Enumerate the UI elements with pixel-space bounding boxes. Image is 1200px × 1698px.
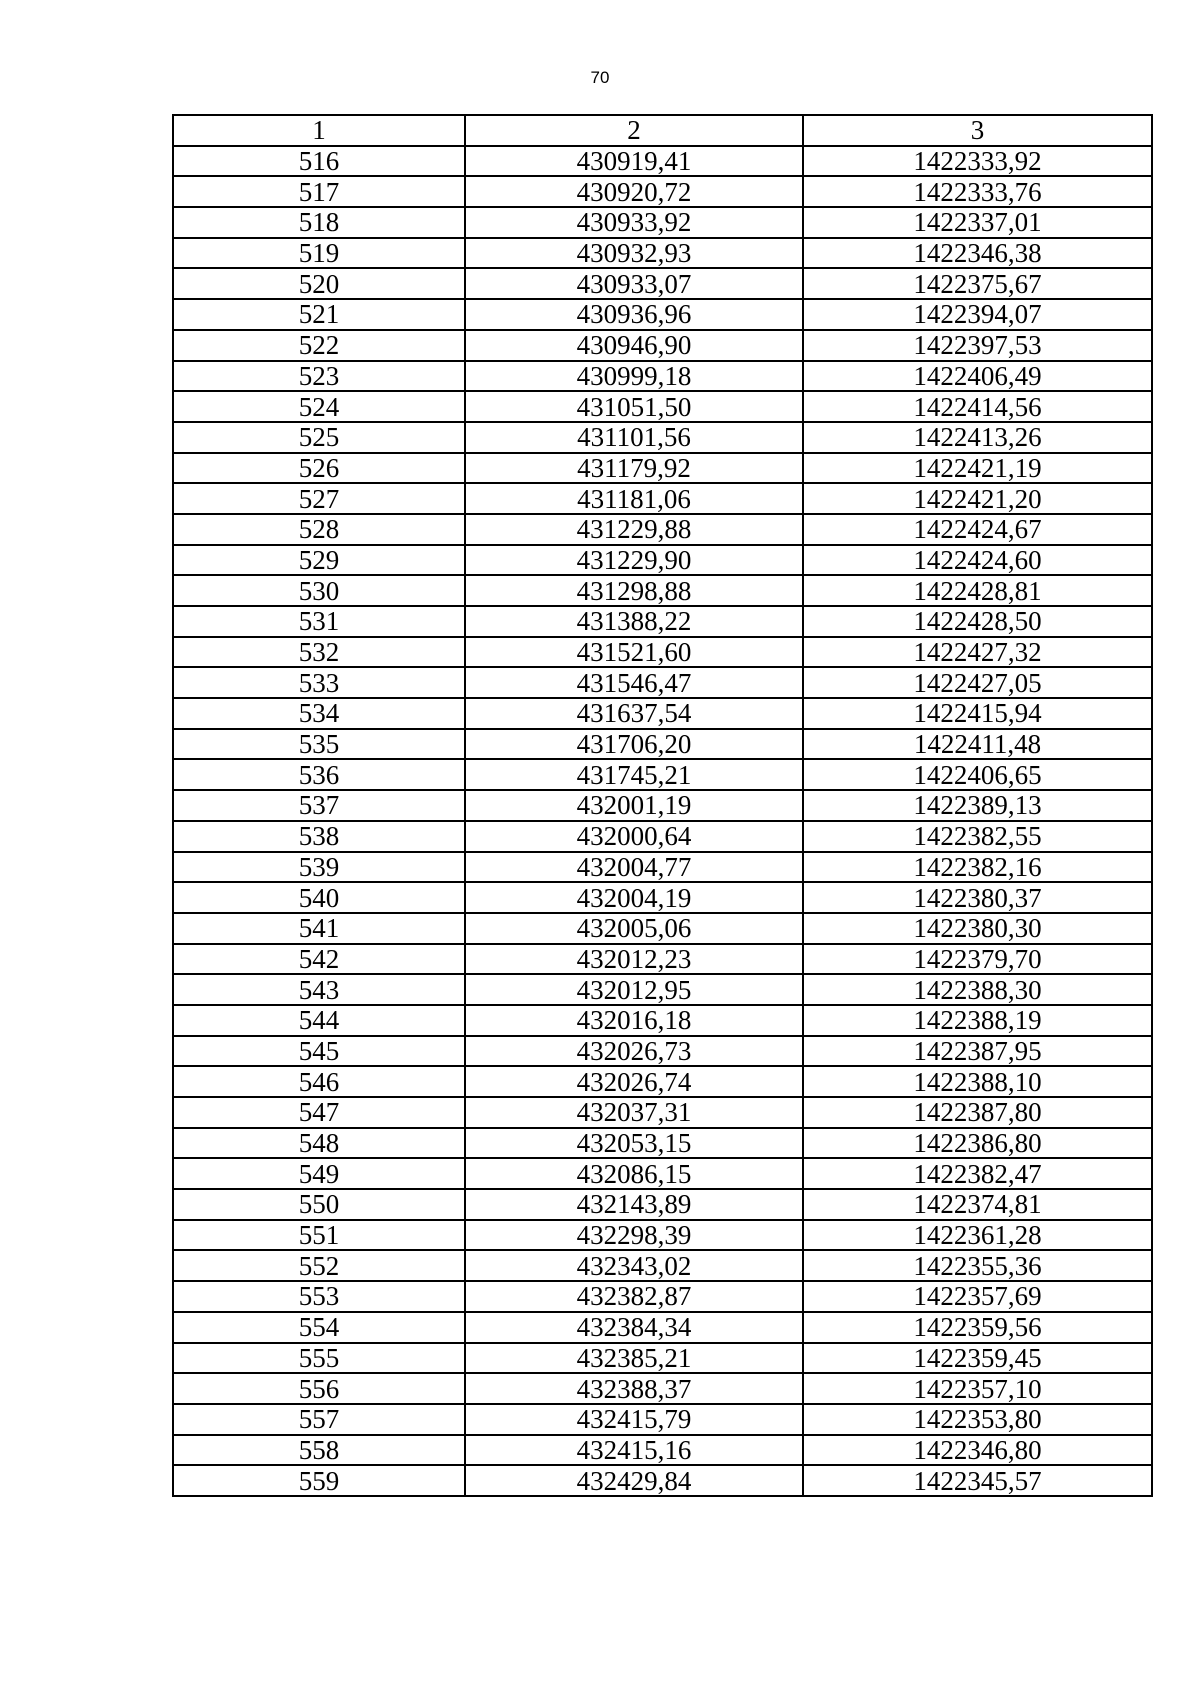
- y-coordinate-cell: 1422414,56: [803, 391, 1152, 422]
- point-number-cell: 525: [173, 422, 465, 453]
- table-row: [173, 483, 1152, 514]
- x-coordinate-cell: 432415,16: [465, 1435, 803, 1466]
- table-header-row: [173, 115, 1152, 146]
- point-number-cell: 520: [173, 268, 465, 299]
- table-row: [173, 330, 1152, 361]
- table-row: [173, 1373, 1152, 1404]
- x-coordinate-cell: 432053,15: [465, 1128, 803, 1159]
- table-row: [173, 606, 1152, 637]
- x-coordinate-cell: 430933,07: [465, 268, 803, 299]
- x-coordinate-cell: 431229,88: [465, 514, 803, 545]
- x-coordinate-cell: 432004,19: [465, 882, 803, 913]
- y-coordinate-cell: 1422379,70: [803, 944, 1152, 975]
- point-number-cell: 557: [173, 1404, 465, 1435]
- y-coordinate-cell: 1422388,10: [803, 1066, 1152, 1097]
- x-coordinate-cell: 430932,93: [465, 238, 803, 269]
- x-coordinate-cell: 432012,95: [465, 974, 803, 1005]
- point-number-cell: 556: [173, 1373, 465, 1404]
- x-coordinate-cell: 431229,90: [465, 545, 803, 576]
- x-coordinate-cell: 431101,56: [465, 422, 803, 453]
- table-row: [173, 1220, 1152, 1251]
- y-coordinate-cell: 1422387,95: [803, 1036, 1152, 1067]
- table-row: [173, 207, 1152, 238]
- x-coordinate-cell: 432004,77: [465, 852, 803, 883]
- x-coordinate-cell: 430933,92: [465, 207, 803, 238]
- y-coordinate-cell: 1422337,01: [803, 207, 1152, 238]
- x-coordinate-cell: 430999,18: [465, 361, 803, 392]
- y-coordinate-cell: 1422353,80: [803, 1404, 1152, 1435]
- x-coordinate-cell: 432388,37: [465, 1373, 803, 1404]
- point-number-cell: 536: [173, 759, 465, 790]
- x-coordinate-cell: 430919,41: [465, 146, 803, 177]
- point-number-cell: 551: [173, 1220, 465, 1251]
- y-coordinate-cell: 1422357,69: [803, 1281, 1152, 1312]
- y-coordinate-cell: 1422406,49: [803, 361, 1152, 392]
- y-coordinate-cell: 1422386,80: [803, 1128, 1152, 1159]
- point-number-cell: 553: [173, 1281, 465, 1312]
- x-coordinate-cell: 431051,50: [465, 391, 803, 422]
- point-number-cell: 558: [173, 1435, 465, 1466]
- y-coordinate-cell: 1422382,55: [803, 821, 1152, 852]
- point-number-cell: 539: [173, 852, 465, 883]
- point-number-cell: 534: [173, 698, 465, 729]
- point-number-cell: 535: [173, 729, 465, 760]
- table-row: [173, 1189, 1152, 1220]
- y-coordinate-cell: 1422361,28: [803, 1220, 1152, 1251]
- point-number-cell: 519: [173, 238, 465, 269]
- table-row: [173, 1066, 1152, 1097]
- x-coordinate-cell: 432429,84: [465, 1465, 803, 1496]
- y-coordinate-cell: 1422359,45: [803, 1343, 1152, 1374]
- table-row: [173, 299, 1152, 330]
- x-coordinate-cell: 430920,72: [465, 176, 803, 207]
- table-row: [173, 575, 1152, 606]
- y-coordinate-cell: 1422427,32: [803, 637, 1152, 668]
- table-row: [173, 698, 1152, 729]
- x-coordinate-cell: 431546,47: [465, 667, 803, 698]
- table-row: [173, 882, 1152, 913]
- point-number-cell: 517: [173, 176, 465, 207]
- column-header-2: 2: [465, 115, 803, 146]
- x-coordinate-cell: 431706,20: [465, 729, 803, 760]
- x-coordinate-cell: 432001,19: [465, 790, 803, 821]
- table-row: [173, 1036, 1152, 1067]
- point-number-cell: 533: [173, 667, 465, 698]
- point-number-cell: 527: [173, 483, 465, 514]
- table-body: [173, 146, 1152, 1496]
- y-coordinate-cell: 1422345,57: [803, 1465, 1152, 1496]
- y-coordinate-cell: 1422388,19: [803, 1005, 1152, 1036]
- table-row: [173, 268, 1152, 299]
- point-number-cell: 529: [173, 545, 465, 576]
- table-row: [173, 637, 1152, 668]
- x-coordinate-cell: 432016,18: [465, 1005, 803, 1036]
- x-coordinate-cell: 432384,34: [465, 1312, 803, 1343]
- x-coordinate-cell: 432005,06: [465, 913, 803, 944]
- y-coordinate-cell: 1422406,65: [803, 759, 1152, 790]
- table-row: [173, 453, 1152, 484]
- column-header-3: 3: [803, 115, 1152, 146]
- table-row: [173, 176, 1152, 207]
- point-number-cell: 530: [173, 575, 465, 606]
- table-row: [173, 514, 1152, 545]
- x-coordinate-cell: 430936,96: [465, 299, 803, 330]
- y-coordinate-cell: 1422397,53: [803, 330, 1152, 361]
- point-number-cell: 532: [173, 637, 465, 668]
- point-number-cell: 542: [173, 944, 465, 975]
- table-row: [173, 1465, 1152, 1496]
- table-row: [173, 545, 1152, 576]
- x-coordinate-cell: 432382,87: [465, 1281, 803, 1312]
- y-coordinate-cell: 1422394,07: [803, 299, 1152, 330]
- y-coordinate-cell: 1422428,81: [803, 575, 1152, 606]
- y-coordinate-cell: 1422421,20: [803, 483, 1152, 514]
- point-number-cell: 518: [173, 207, 465, 238]
- table-row: [173, 1312, 1152, 1343]
- x-coordinate-cell: 432026,73: [465, 1036, 803, 1067]
- point-number-cell: 540: [173, 882, 465, 913]
- point-number-cell: 523: [173, 361, 465, 392]
- point-number-cell: 528: [173, 514, 465, 545]
- point-number-cell: 548: [173, 1128, 465, 1159]
- table-row: [173, 974, 1152, 1005]
- y-coordinate-cell: 1422333,92: [803, 146, 1152, 177]
- table-row: [173, 667, 1152, 698]
- point-number-cell: 526: [173, 453, 465, 484]
- table-row: [173, 1128, 1152, 1159]
- x-coordinate-cell: 431179,92: [465, 453, 803, 484]
- point-number-cell: 524: [173, 391, 465, 422]
- y-coordinate-cell: 1422413,26: [803, 422, 1152, 453]
- table-row: [173, 361, 1152, 392]
- y-coordinate-cell: 1422346,80: [803, 1435, 1152, 1466]
- x-coordinate-cell: 432343,02: [465, 1250, 803, 1281]
- point-number-cell: 552: [173, 1250, 465, 1281]
- y-coordinate-cell: 1422424,60: [803, 545, 1152, 576]
- x-coordinate-cell: 432012,23: [465, 944, 803, 975]
- y-coordinate-cell: 1422333,76: [803, 176, 1152, 207]
- y-coordinate-cell: 1422388,30: [803, 974, 1152, 1005]
- table-row: [173, 422, 1152, 453]
- point-number-cell: 546: [173, 1066, 465, 1097]
- table-row: [173, 759, 1152, 790]
- table-row: [173, 238, 1152, 269]
- x-coordinate-cell: 432143,89: [465, 1189, 803, 1220]
- y-coordinate-cell: 1422374,81: [803, 1189, 1152, 1220]
- y-coordinate-cell: 1422387,80: [803, 1097, 1152, 1128]
- table-row: [173, 852, 1152, 883]
- x-coordinate-cell: 432000,64: [465, 821, 803, 852]
- point-number-cell: 531: [173, 606, 465, 637]
- table-row: [173, 1404, 1152, 1435]
- y-coordinate-cell: 1422424,67: [803, 514, 1152, 545]
- point-number-cell: 538: [173, 821, 465, 852]
- y-coordinate-cell: 1422427,05: [803, 667, 1152, 698]
- y-coordinate-cell: 1422415,94: [803, 698, 1152, 729]
- y-coordinate-cell: 1422389,13: [803, 790, 1152, 821]
- page-number: 70: [590, 68, 610, 87]
- x-coordinate-cell: 432385,21: [465, 1343, 803, 1374]
- table-row: [173, 1281, 1152, 1312]
- table-row: [173, 1250, 1152, 1281]
- y-coordinate-cell: 1422428,50: [803, 606, 1152, 637]
- point-number-cell: 537: [173, 790, 465, 821]
- point-number-cell: 522: [173, 330, 465, 361]
- x-coordinate-cell: 432298,39: [465, 1220, 803, 1251]
- x-coordinate-cell: 431181,06: [465, 483, 803, 514]
- point-number-cell: 559: [173, 1465, 465, 1496]
- point-number-cell: 547: [173, 1097, 465, 1128]
- point-number-cell: 521: [173, 299, 465, 330]
- y-coordinate-cell: 1422380,30: [803, 913, 1152, 944]
- y-coordinate-cell: 1422346,38: [803, 238, 1152, 269]
- column-header-1: 1: [173, 115, 465, 146]
- coordinates-table: [172, 114, 1153, 1497]
- point-number-cell: 549: [173, 1158, 465, 1189]
- table-row: [173, 391, 1152, 422]
- point-number-cell: 544: [173, 1005, 465, 1036]
- x-coordinate-cell: 432026,74: [465, 1066, 803, 1097]
- x-coordinate-cell: 431388,22: [465, 606, 803, 637]
- x-coordinate-cell: 431521,60: [465, 637, 803, 668]
- x-coordinate-cell: 432037,31: [465, 1097, 803, 1128]
- table-row: [173, 790, 1152, 821]
- y-coordinate-cell: 1422421,19: [803, 453, 1152, 484]
- y-coordinate-cell: 1422382,16: [803, 852, 1152, 883]
- table-row: [173, 821, 1152, 852]
- point-number-cell: 516: [173, 146, 465, 177]
- point-number-cell: 541: [173, 913, 465, 944]
- point-number-cell: 550: [173, 1189, 465, 1220]
- x-coordinate-cell: 431745,21: [465, 759, 803, 790]
- y-coordinate-cell: 1422375,67: [803, 268, 1152, 299]
- y-coordinate-cell: 1422357,10: [803, 1373, 1152, 1404]
- y-coordinate-cell: 1422411,48: [803, 729, 1152, 760]
- point-number-cell: 554: [173, 1312, 465, 1343]
- x-coordinate-cell: 431298,88: [465, 575, 803, 606]
- table-row: [173, 1158, 1152, 1189]
- point-number-cell: 545: [173, 1036, 465, 1067]
- table-row: [173, 1435, 1152, 1466]
- y-coordinate-cell: 1422359,56: [803, 1312, 1152, 1343]
- x-coordinate-cell: 432086,15: [465, 1158, 803, 1189]
- x-coordinate-cell: 430946,90: [465, 330, 803, 361]
- table-row: [173, 146, 1152, 177]
- table-row: [173, 1343, 1152, 1374]
- table-row: [173, 944, 1152, 975]
- x-coordinate-cell: 431637,54: [465, 698, 803, 729]
- point-number-cell: 555: [173, 1343, 465, 1374]
- table-row: [173, 729, 1152, 760]
- point-number-cell: 543: [173, 974, 465, 1005]
- x-coordinate-cell: 432415,79: [465, 1404, 803, 1435]
- y-coordinate-cell: 1422382,47: [803, 1158, 1152, 1189]
- table-row: [173, 1097, 1152, 1128]
- table-row: [173, 1005, 1152, 1036]
- y-coordinate-cell: 1422380,37: [803, 882, 1152, 913]
- y-coordinate-cell: 1422355,36: [803, 1250, 1152, 1281]
- table-row: [173, 913, 1152, 944]
